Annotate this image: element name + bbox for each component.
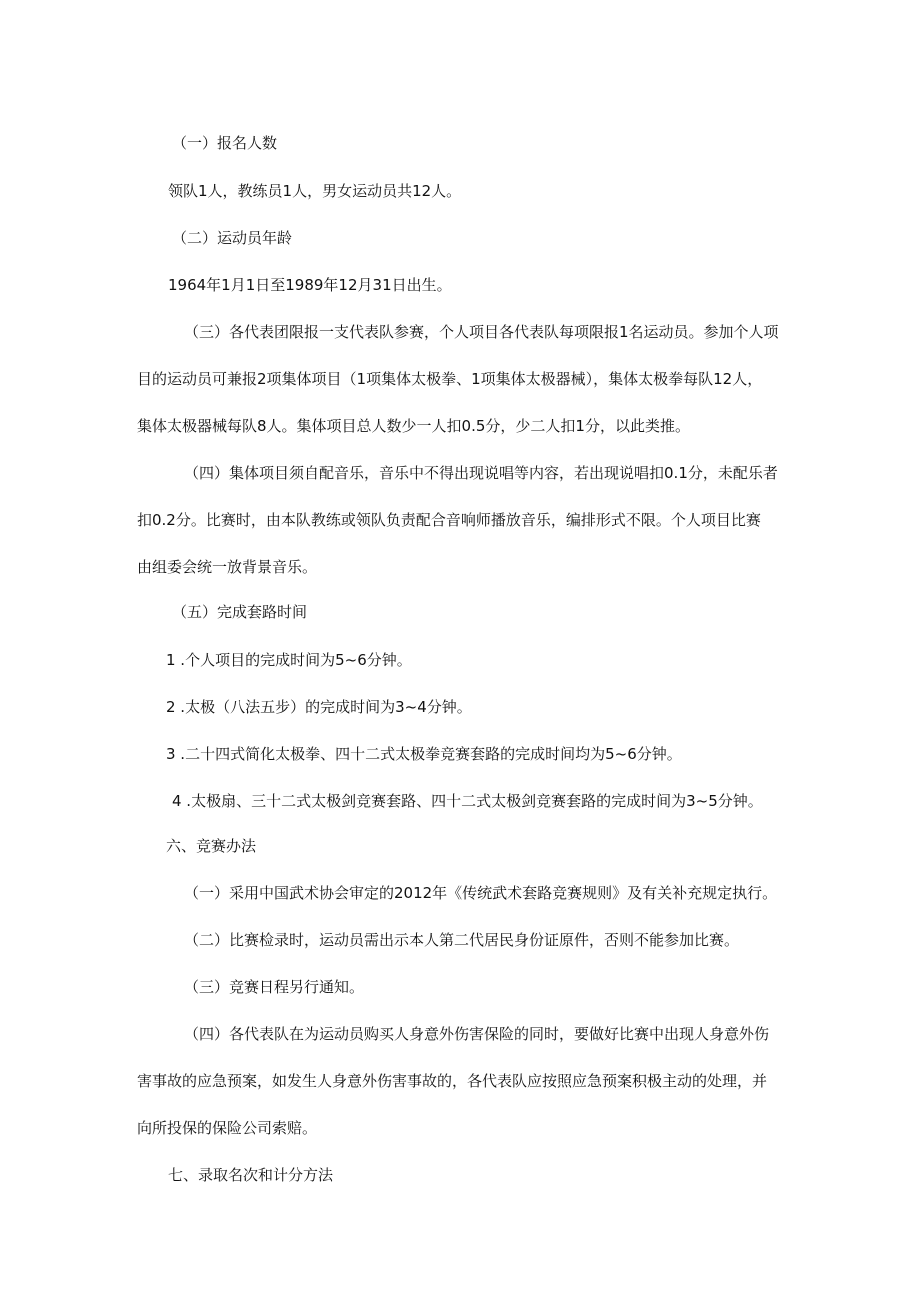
paragraph-team-entry-line-2: 目的运动员可兼报2项集体项目（1项集体太极拳、1项集体太极器械），集体太极拳每队12人， — [137, 370, 763, 388]
list-item-routine-time-4: 4 .太极扇、三十二式太极剑竞赛套路、四十二式太极剑竞赛套路的完成时间为3~5分钟。 — [172, 792, 763, 810]
paragraph-insurance-line-1: （四）各代表队在为运动员购买人身意外伤害保险的同时，要做好比赛中出现人身意外伤 — [184, 1025, 770, 1043]
heading-registration-count: （一）报名人数 — [172, 134, 278, 152]
heading-routine-time: （五）完成套路时间 — [172, 603, 308, 621]
paragraph-registration-count: 领队1人，教练员1人，男女运动员共12人。 — [168, 182, 462, 200]
paragraph-music-line-1: （四）集体项目须自配音乐，音乐中不得出现说唱等内容，若出现说唱扣0.1分，未配乐者 — [184, 464, 778, 482]
paragraph-music-line-2: 扣0.2分。比赛时，由本队教练或领队负责配合音响师播放音乐，编排形式不限。个人项目比赛 — [137, 511, 761, 529]
list-item-routine-time-1: 1 .个人项目的完成时间为5~6分钟。 — [166, 651, 412, 669]
paragraph-athlete-age: 1964年1月1日至1989年12月31日出生。 — [168, 276, 452, 294]
paragraph-checkin-id: （二）比赛检录时，运动员需出示本人第二代居民身份证原件，否则不能参加比赛。 — [184, 931, 740, 949]
paragraph-insurance-line-3: 向所投保的保险公司索赔。 — [137, 1119, 318, 1137]
paragraph-schedule: （三）竞赛日程另行通知。 — [184, 978, 365, 996]
paragraph-competition-rules: （一）采用中国武术协会审定的2012年《传统武术套路竞赛规则》及有关补充规定执行。 — [184, 884, 778, 902]
paragraph-music-line-3: 由组委会统一放背景音乐。 — [137, 558, 318, 576]
paragraph-team-entry-line-3: 集体太极器械每队8人。集体项目总人数少一人扣0.5分，少二人扣1分，以此类推。 — [137, 417, 690, 435]
list-item-routine-time-2: 2 .太极（八法五步）的完成时间为3~4分钟。 — [166, 698, 472, 716]
paragraph-insurance-line-2: 害事故的应急预案，如发生人身意外伤害事故的，各代表队应按照应急预案积极主动的处理，并 — [137, 1072, 768, 1090]
heading-athlete-age: （二）运动员年龄 — [172, 229, 293, 247]
list-item-routine-time-3: 3 .二十四式简化太极拳、四十二式太极拳竞赛套路的完成时间均为5~6分钟。 — [166, 745, 682, 763]
section-heading-competition-method: 六、竞赛办法 — [166, 837, 257, 855]
section-heading-ranking-scoring: 七、录取名次和计分方法 — [168, 1166, 334, 1184]
paragraph-team-entry-line-1: （三）各代表团限报一支代表队参赛，个人项目各代表队每项限报1名运动员。参加个人项 — [184, 323, 779, 341]
